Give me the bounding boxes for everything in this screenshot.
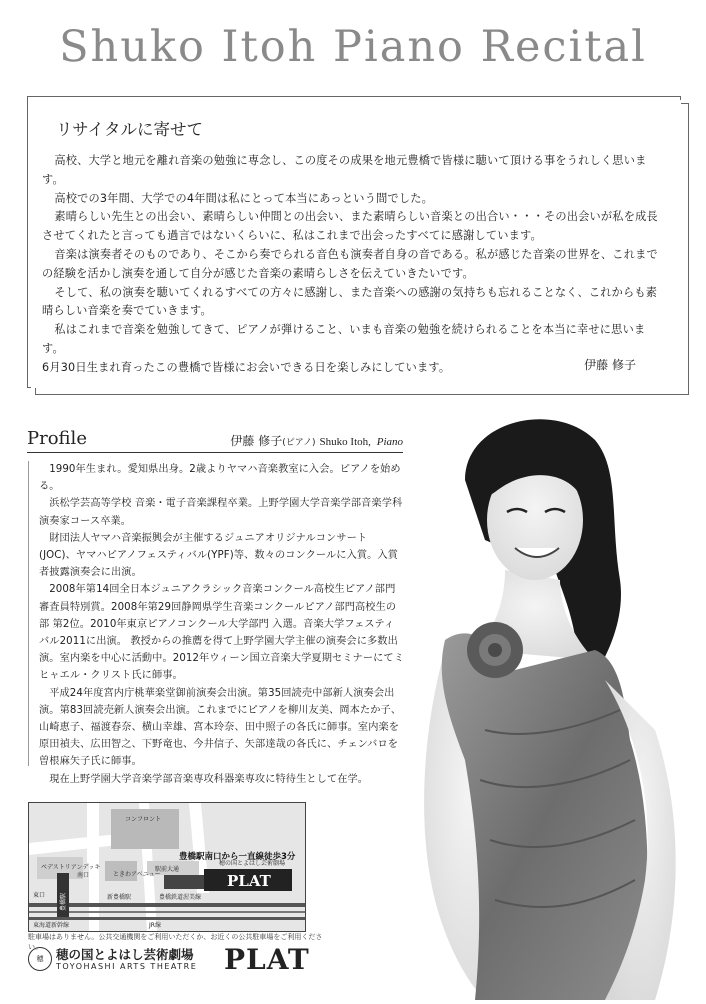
- message-signature: 伊藤 修子: [584, 358, 636, 372]
- message-paragraph: 素晴らしい先生との出会い、素晴らしい仲間との出会い、また素晴らしい音楽との出合い・・・その出会いが私を成長させてくれたと言っても過言ではないくらいに、私はこれまで出会ったすべてに感謝しています。: [42, 210, 658, 243]
- profile-paragraph: 2008年第14回全日本ジュニアクラシック音楽コンクール高校生ピアノ部門 審査員特別賞。2008年第29回静岡県学生音楽コンクールピアノ部門高校生の部 第2位。2010年東京ピアノコンクール大学部門 入選。音楽大学フェスティバル2011に出演。 教授からの推薦を得て上野学園大学主催の演奏会に多数出演。室内楽を中心に活動中。2012年ウィーン国立音楽大学夏期セミナーにてミヒャエル・クリスト氏に師事。: [39, 584, 404, 682]
- profile-paragraph: 平成24年度宮内庁桃華楽堂御前演奏会出演。第35回読売中部新人演奏会出演。第83回読売新人演奏会出演。これまでにピアノを柳川友美、岡本たか子、山崎恵子、福渡春奈、横山幸雄、宮本玲奈、田中照子の各氏に師事。室内楽を原田禎夫、広田智之、下野竜也、今井信子、矢部達哉の各氏に、チェンバロを曽根麻矢子氏に師事。: [39, 687, 402, 768]
- pianist-portrait-icon: [395, 400, 706, 1000]
- map-note: 駐車場はありません。公共交通機関をご利用いただくか、お近くの公共駐車場をご利用ください。: [28, 933, 323, 951]
- map-label-shinkansen: 東海道新幹線: [33, 922, 70, 929]
- message-paragraph: そして、私の演奏を聴いてくれるすべての方々に感謝し、また音楽への感謝の気持ちも忘れることなく、これからも素晴らしい音楽を奏でていきます。: [42, 285, 658, 318]
- map-label-ekimae-odori: 駅前大通: [155, 866, 180, 873]
- profile-header: [27, 428, 403, 453]
- map-label-train: JR線: [149, 922, 161, 929]
- map-label-south-exit: 南口: [77, 872, 90, 879]
- profile-name-role: (ピアノ): [282, 438, 316, 448]
- page-title: Shuko Itoh Piano Recital: [59, 22, 647, 72]
- map-label-venue: PLAT: [227, 872, 271, 890]
- access-map: [28, 802, 306, 932]
- map-label-east-exit: 東口: [33, 892, 46, 899]
- message-heading: リサイタルに寄せて: [56, 120, 204, 139]
- map-label-venue-sub: 穂の国とよはし芸術劇場: [219, 860, 286, 867]
- message-section: [42, 116, 664, 378]
- venue-logo: [28, 945, 318, 975]
- message-paragraph: 私はこれまで音楽を勉強してきて、ピアノが弾けること、いまも音楽の勉強を続けられることを本当に幸せに思います。: [42, 323, 646, 355]
- profile-paragraph: 財団法人ヤマハ音楽振興会が主催するジュニアオリジナルコンサート(JOC)、ヤマハピアノフェスティバル(YPF)等、数々のコンクールに入賞。入賞者披露演奏会に出演。: [39, 532, 399, 579]
- profile-instrument: Piano: [376, 436, 403, 448]
- profile-body: [28, 461, 404, 785]
- venue-logo-mark-icon: 穂: [28, 947, 52, 971]
- profile-name-jp: 伊藤 修子: [230, 434, 283, 448]
- map-label-station: 豊橋駅: [60, 892, 67, 911]
- profile-label: Profile: [27, 428, 87, 449]
- message-closing: 6月30日生まれ育ったこの豊橋で皆様にお会いできる日を楽しみにしています。: [42, 360, 451, 374]
- venue-logo-name-jp: 穂の国とよはし芸術劇場: [56, 947, 194, 962]
- map-label-toyotetsu: 豊橋鉄道渥美線: [159, 894, 202, 901]
- access-map-graphic: [29, 803, 305, 931]
- venue-logo-brand: PLAT: [224, 943, 310, 976]
- venue-logo-name-en: TOYOHASHI ARTS THEATRE: [56, 962, 198, 971]
- map-label-avenue: ときわアベニュー: [113, 871, 161, 878]
- profile-paragraph: 浜松学芸高等学校 音楽・電子音楽課程卒業。上野学園大学音楽学部音楽学科演奏家コース卒業。: [39, 498, 403, 527]
- profile-name-en: Shuko Itoh,: [319, 436, 371, 448]
- map-label-shinkawa: 新豊橋駅: [107, 894, 132, 901]
- profile-paragraph: 現在上野学園大学音楽学部音楽専攻科器楽専攻に特待生として在学。: [49, 773, 369, 785]
- map-label-confront: コンフロント: [125, 816, 162, 823]
- map-label-route: 豊橋駅南口から一直線徒歩3分: [179, 852, 296, 862]
- profile-paragraph: 1990年生まれ。愛知県出身。2歳よりヤマハ音楽教室に入会。ピアノを始める。: [39, 464, 401, 493]
- message-paragraph: 高校での3年間、大学での4年間は私にとって本当にあっという間でした。: [54, 191, 434, 205]
- message-paragraph: 音楽は演奏者そのものであり、そこから奏でられる音色も演奏者自身の音である。私が感じた音楽の世界を、これまでの経験を活かし演奏を通して自分が感じた音楽の素晴らしさを伝えていきたいです。: [42, 247, 658, 280]
- profile-name: [230, 432, 403, 449]
- map-label-pedestrian-deck: ペデストリアンデッキ: [41, 864, 101, 871]
- message-paragraph: 高校、大学と地元を離れ音楽の勉強に専念し、この度その成果を地元豊橋で皆様に聴いて頂ける事をうれしく思います。: [42, 154, 647, 186]
